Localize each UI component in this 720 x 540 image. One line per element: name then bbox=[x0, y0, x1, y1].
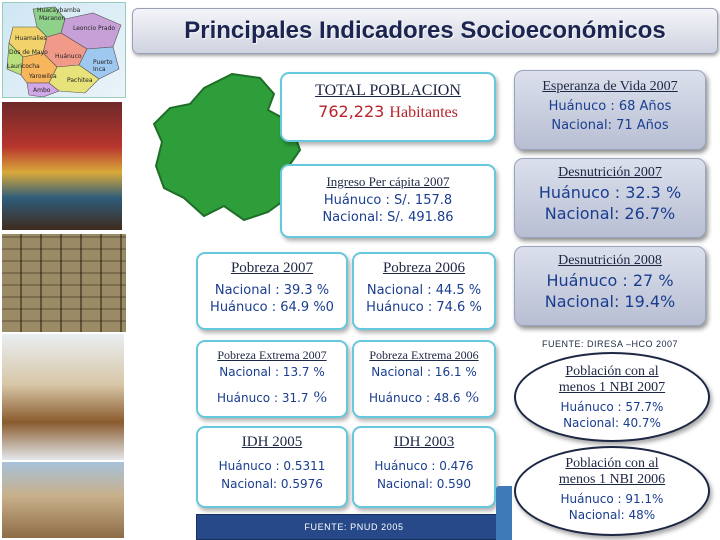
malnutrition-2008-nacional: Nacional: 19.4% bbox=[544, 292, 676, 311]
idh-2003-label: IDH 2003 bbox=[393, 434, 455, 450]
poverty-2006-card bbox=[352, 252, 496, 330]
extreme-poverty-2006-card bbox=[352, 340, 496, 418]
poverty-2007-nacional: Nacional : 39.3 % bbox=[214, 283, 330, 298]
extreme-poverty-2006-nacional: Nacional : 16.1 % bbox=[371, 365, 477, 379]
poverty-2007-label: Pobreza 2007 bbox=[230, 260, 314, 276]
malnutrition-2007-nacional: Nacional: 26.7% bbox=[544, 204, 676, 223]
map-label: Lauricocha bbox=[7, 63, 40, 70]
malnutrition-2008-huanuco: Huánuco : 27 % bbox=[546, 271, 674, 290]
extreme-poverty-2007-label: Pobreza Extrema 2007 bbox=[217, 348, 327, 362]
map-label: Huánuco bbox=[55, 53, 82, 60]
idh-2005-huanuco: Huánuco : 0.5311 bbox=[218, 459, 326, 473]
map-label: Pachitea bbox=[67, 77, 93, 84]
life-expectancy-huanuco: Huánuco : 68 Años bbox=[548, 99, 672, 114]
nbi-2007-ellipse bbox=[514, 352, 710, 442]
population-value: 762,223 bbox=[318, 102, 385, 121]
malnutrition-2008-card bbox=[514, 246, 706, 326]
extreme-poverty-2006-huanuco: Huánuco : 48.6 bbox=[369, 391, 461, 405]
traditional-couple-photo bbox=[2, 334, 124, 460]
map-label: Puerto Inca bbox=[93, 59, 113, 73]
map-label: Huacaybamba bbox=[37, 7, 81, 14]
pnud-source-bar bbox=[196, 514, 512, 540]
idh-2005-card bbox=[196, 426, 348, 508]
pnud-source-text: FUENTE: PNUD 2005 bbox=[304, 522, 404, 532]
life-expectancy-nacional: Nacional: 71 Años bbox=[551, 118, 669, 133]
poverty-2006-label: Pobreza 2006 bbox=[382, 260, 466, 276]
idh-2003-huanuco: Huánuco : 0.476 bbox=[374, 459, 474, 473]
nbi-2006-ellipse bbox=[514, 446, 710, 536]
population-unit: Habitantes bbox=[389, 104, 458, 121]
income-card bbox=[280, 164, 496, 238]
extreme-poverty-2007-pct: % bbox=[313, 389, 327, 406]
poverty-2007-huanuco: Huánuco : 64.9 %0 bbox=[210, 300, 334, 315]
map-label: Ambo bbox=[33, 87, 51, 94]
population-card bbox=[280, 72, 496, 142]
poverty-2007-card bbox=[196, 252, 348, 330]
stone-ruins-photo bbox=[2, 234, 126, 332]
nbi-2007-huanuco: Huánuco : 57.7% bbox=[560, 400, 664, 414]
dancers-photo bbox=[2, 102, 122, 230]
map-label: Leoncio Prado bbox=[73, 25, 116, 32]
idh-2003-nacional: Nacional: 0.590 bbox=[376, 477, 472, 491]
life-expectancy-label: Esperanza de Vida 2007 bbox=[542, 79, 678, 94]
extreme-poverty-2007-card bbox=[196, 340, 348, 418]
nbi-2006-label-1: Población con al bbox=[565, 456, 659, 471]
diresa-source bbox=[514, 336, 706, 352]
malnutrition-2008-label: Desnutrición 2008 bbox=[558, 253, 662, 268]
income-label: Ingreso Per cápita 2007 bbox=[326, 174, 450, 189]
extreme-poverty-2006-pct: % bbox=[465, 389, 479, 406]
extreme-poverty-2006-huanuco-line bbox=[354, 387, 494, 407]
extreme-poverty-2006-label: Pobreza Extrema 2006 bbox=[369, 348, 479, 362]
population-value-line bbox=[282, 102, 494, 122]
income-huanuco: Huánuco : S/. 157.8 bbox=[323, 193, 453, 208]
page-title: Principales Indicadores Socioeconómicos bbox=[184, 17, 666, 44]
map-label: Dos de Mayo bbox=[9, 49, 48, 56]
malnutrition-2007-label: Desnutrición 2007 bbox=[558, 165, 662, 180]
nbi-2006-huanuco: Huánuco : 91.1% bbox=[560, 492, 664, 506]
archaeological-site-photo bbox=[2, 462, 124, 538]
map-label: Yarowilca bbox=[29, 73, 57, 80]
malnutrition-2007-card bbox=[514, 158, 706, 238]
poverty-2006-nacional: Nacional : 44.5 % bbox=[366, 283, 482, 298]
poverty-2006-huanuco: Huánuco : 74.6 % bbox=[366, 300, 482, 315]
idh-2003-card bbox=[352, 426, 496, 508]
extreme-poverty-2007-huanuco-line bbox=[198, 387, 346, 407]
region-map-image bbox=[2, 2, 126, 98]
nbi-2007-label-1: Población con al bbox=[565, 364, 659, 379]
extreme-poverty-2007-nacional: Nacional : 13.7 % bbox=[219, 365, 325, 379]
idh-2005-nacional: Nacional: 0.5976 bbox=[221, 477, 323, 491]
nbi-2007-nacional: Nacional: 40.7% bbox=[563, 416, 661, 430]
malnutrition-2007-huanuco: Huánuco : 32.3 % bbox=[538, 183, 682, 202]
title-bar bbox=[132, 8, 718, 54]
income-nacional: Nacional: S/. 491.86 bbox=[322, 210, 454, 225]
map-label: Huamalies bbox=[15, 35, 47, 42]
extreme-poverty-2007-huanuco: Huánuco : 31.7 bbox=[217, 391, 309, 405]
nbi-2006-nacional: Nacional: 48% bbox=[568, 508, 656, 522]
life-expectancy-card bbox=[514, 70, 706, 150]
decorative-tab bbox=[496, 486, 512, 540]
population-label: TOTAL POBLACION bbox=[315, 82, 461, 99]
idh-2005-label: IDH 2005 bbox=[241, 434, 303, 450]
diresa-source-text: FUENTE: DIRESA –HCO 2007 bbox=[541, 339, 679, 349]
map-label: Maranon bbox=[39, 15, 66, 22]
nbi-2006-label-2: menos 1 NBI 2006 bbox=[558, 472, 666, 487]
nbi-2007-label-2: menos 1 NBI 2007 bbox=[558, 380, 666, 395]
